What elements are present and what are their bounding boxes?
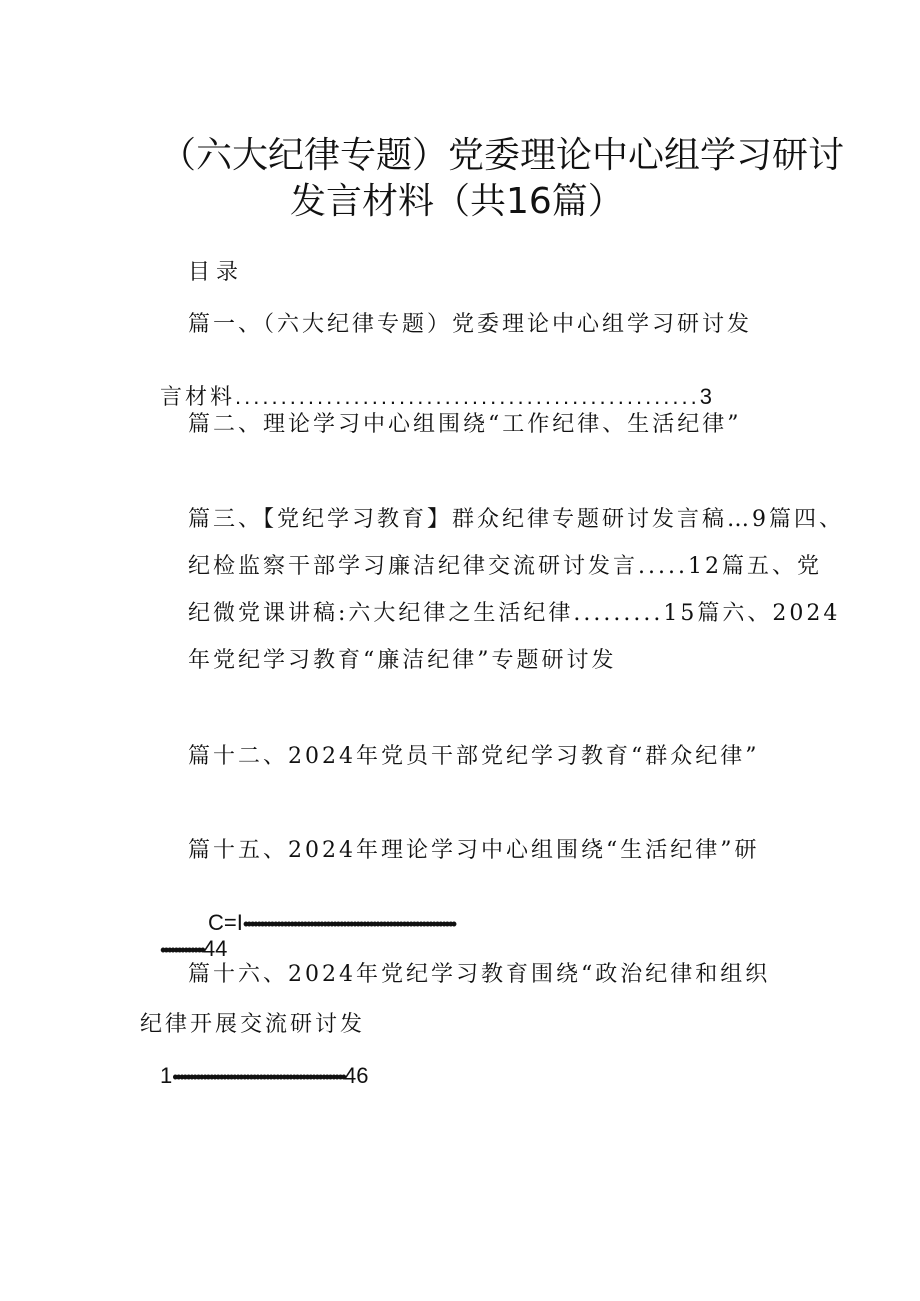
toc-entry-5-line-1: 篇十五、2024年理论学习中心组围绕“生活纪律”研	[188, 838, 760, 863]
toc-entry-4: 篇十二、2024年党员干部党纪学习教育“群众纪律”	[188, 744, 760, 769]
toc-entry-5-prefix: C=I	[208, 910, 243, 935]
toc-entry-6-line-1: 篇十六、2024年党纪学习教育围绕“政治纪律和组织	[188, 962, 771, 987]
toc-leader-bullets: ••••••••••••••••••••••••••••••••••••••••••••••••••••	[172, 1067, 344, 1087]
toc-entry-6-line-3	[140, 1043, 368, 1088]
toc-leader-bullets: ••••••••••••••••••••••••••••••••••••••••••••••••••••••••••••••••	[242, 914, 455, 934]
toc-page-number: 3	[699, 384, 712, 409]
toc-entry-1-line-2	[140, 364, 712, 409]
toc-entry-3-line-1: 篇三、【党纪学习教育】群众纪律专题研讨发言稿…9篇四、	[188, 507, 844, 532]
toc-heading: 目录	[188, 260, 245, 285]
toc-entry-3-line-4: 年党纪学习教育“廉洁纪律”专题研讨发	[188, 648, 617, 673]
toc-entry-1-text: 言材料	[160, 385, 236, 410]
document-title-line-1: （六大纪律专题）党委理论中心组学习研讨	[160, 135, 845, 176]
toc-leader-dots: ...................................................	[235, 384, 700, 409]
toc-entry-6-prefix: 1	[160, 1063, 173, 1088]
toc-entry-5-line-3	[140, 916, 227, 961]
toc-entry-6-line-2: 纪律开展交流研讨发	[140, 1012, 366, 1037]
toc-entry-1-line-1: 篇一、（六大纪律专题）党委理论中心组学习研讨发	[188, 312, 753, 337]
toc-page-number: 44	[202, 936, 228, 961]
toc-entry-3-line-2: 纪检监察干部学习廉洁纪律交流研讨发言.....12篇五、党	[188, 554, 822, 579]
toc-entry-5-line-2	[188, 890, 454, 935]
toc-page-number: 46	[343, 1063, 369, 1088]
toc-entry-2: 篇二、理论学习中心组围绕“工作纪律、生活纪律”	[188, 412, 742, 437]
toc-leader-bullets: •••••••••••••	[160, 940, 203, 960]
toc-entry-3-line-3: 纪微党课讲稿:六大纪律之生活纪律.........15篇六、2024	[188, 601, 841, 626]
document-title-line-2: 发言材料（共16篇）	[290, 181, 624, 222]
